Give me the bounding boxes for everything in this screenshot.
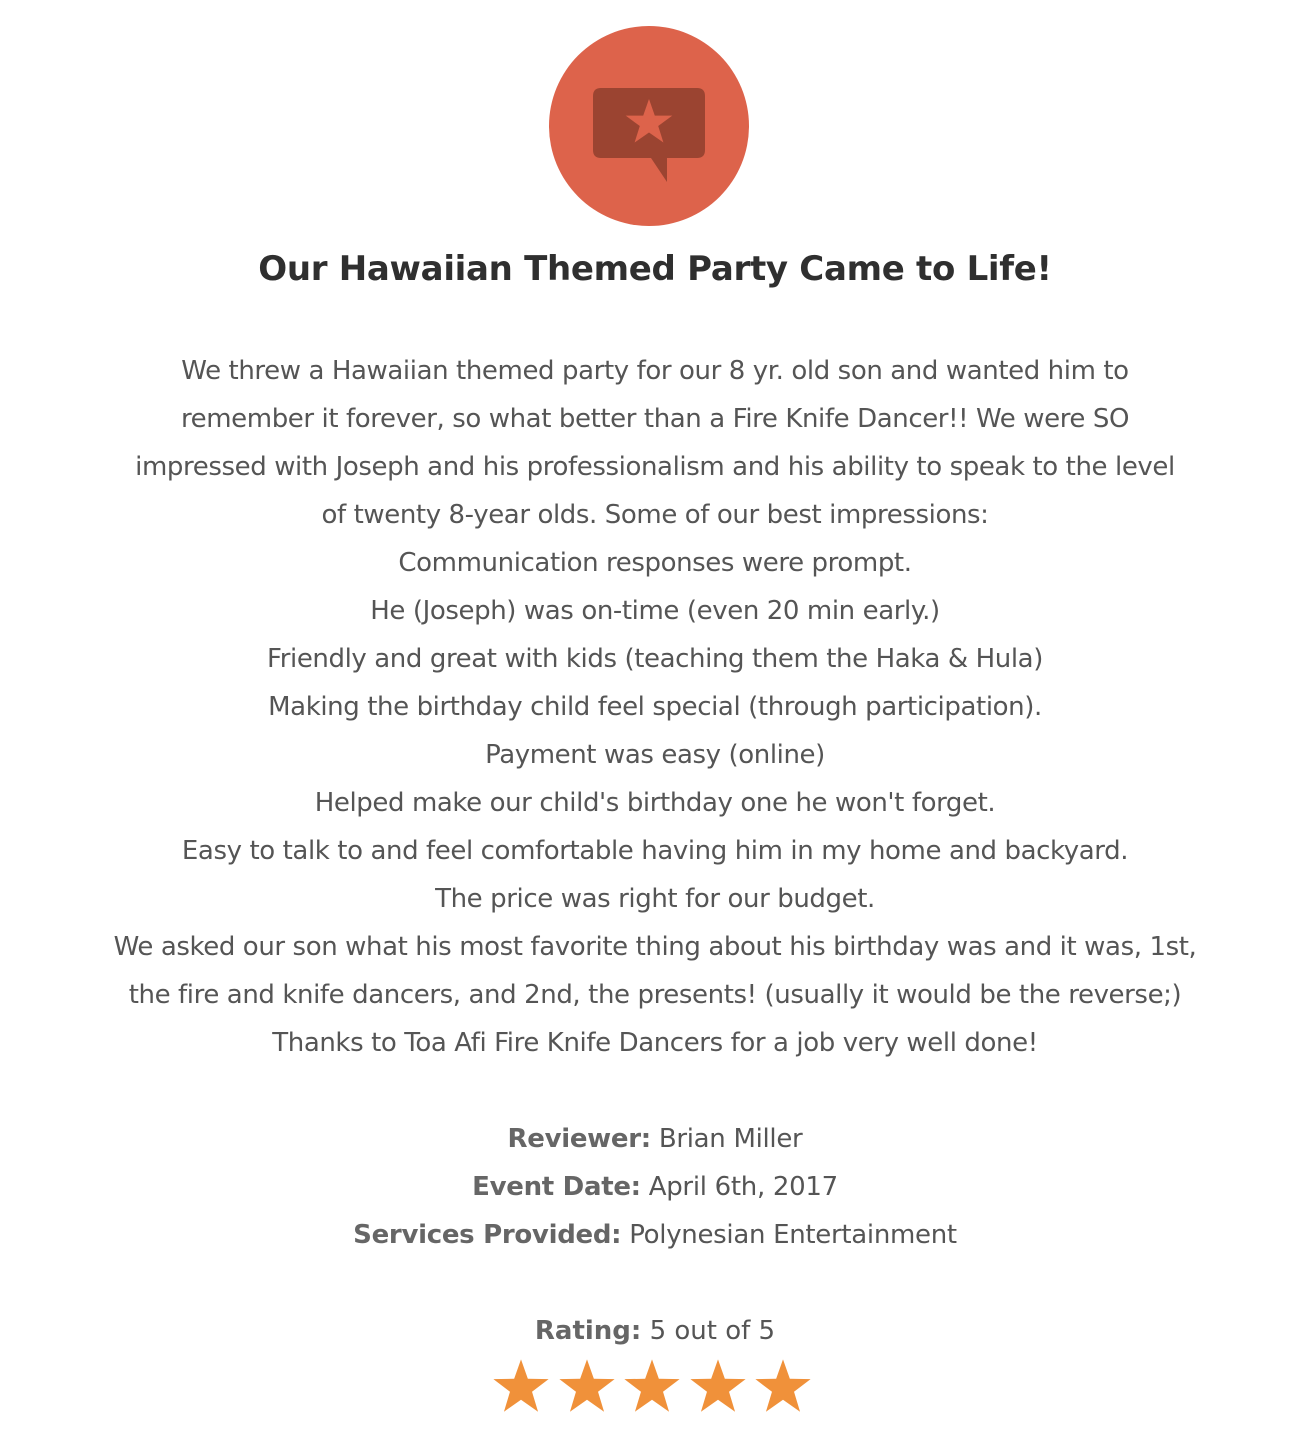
review-body bbox=[0, 347, 1310, 1067]
star-filled-icon bbox=[754, 1357, 812, 1415]
rating-label: Rating: bbox=[534, 1316, 642, 1346]
rating-stars bbox=[492, 1357, 812, 1419]
star-filled-icon bbox=[689, 1357, 747, 1415]
reviewer-label: Reviewer: bbox=[507, 1124, 651, 1154]
services-label: Services Provided: bbox=[353, 1220, 622, 1250]
review-meta bbox=[0, 1115, 1310, 1259]
review-body-line: Thanks to Toa Afi Fire Knife Dancers for a job very well done! bbox=[272, 1028, 1038, 1058]
review-body-line: Easy to talk to and feel comfortable having him in my home and backyard. bbox=[181, 836, 1129, 866]
event-date-value: April 6th, 2017 bbox=[648, 1172, 838, 1202]
review-title: Our Hawaiian Themed Party Came to Life! bbox=[258, 249, 1052, 289]
review-body-line: We threw a Hawaiian themed party for our 8 yr. old son and wanted him to bbox=[181, 356, 1129, 386]
star-filled-icon bbox=[558, 1357, 616, 1415]
review-body-line: Friendly and great with kids (teaching them the Haka & Hula) bbox=[267, 644, 1043, 674]
rating-row bbox=[0, 1307, 1310, 1355]
reviewer-name: Brian Miller bbox=[658, 1124, 803, 1154]
review-speech-bubble-star-icon bbox=[549, 26, 749, 226]
review-body-line: Making the birthday child feel special (through participation). bbox=[268, 692, 1042, 722]
reviewer-row bbox=[0, 1115, 1310, 1163]
review-body-line: remember it forever, so what better than a Fire Knife Dancer!! We were SO bbox=[180, 404, 1130, 434]
review-body-line: We asked our son what his most favorite thing about his birthday was and it was, 1st, bbox=[113, 932, 1197, 962]
event-date-label: Event Date: bbox=[472, 1172, 641, 1202]
review-body-line: Communication responses were prompt. bbox=[398, 548, 912, 578]
star-filled-icon bbox=[492, 1357, 550, 1415]
rating-value: 5 out of 5 bbox=[649, 1316, 776, 1346]
services-value: Polynesian Entertainment bbox=[629, 1220, 957, 1250]
review-body-line: He (Joseph) was on-time (even 20 min early.) bbox=[370, 596, 940, 626]
event-date-row bbox=[0, 1163, 1310, 1211]
review-body-line: Payment was easy (online) bbox=[485, 740, 825, 770]
review-badge bbox=[549, 26, 749, 226]
services-row bbox=[0, 1211, 1310, 1259]
review-body-line: impressed with Joseph and his professionalism and his ability to speak to the level bbox=[135, 452, 1175, 482]
review-body-line: of twenty 8-year olds. Some of our best impressions: bbox=[321, 500, 989, 530]
review-body-line: The price was right for our budget. bbox=[435, 884, 875, 914]
star-filled-icon bbox=[623, 1357, 681, 1415]
review-body-line: Helped make our child's birthday one he won't forget. bbox=[314, 788, 996, 818]
review-body-line: the fire and knife dancers, and 2nd, the presents! (usually it would be the reverse;) bbox=[128, 980, 1182, 1010]
